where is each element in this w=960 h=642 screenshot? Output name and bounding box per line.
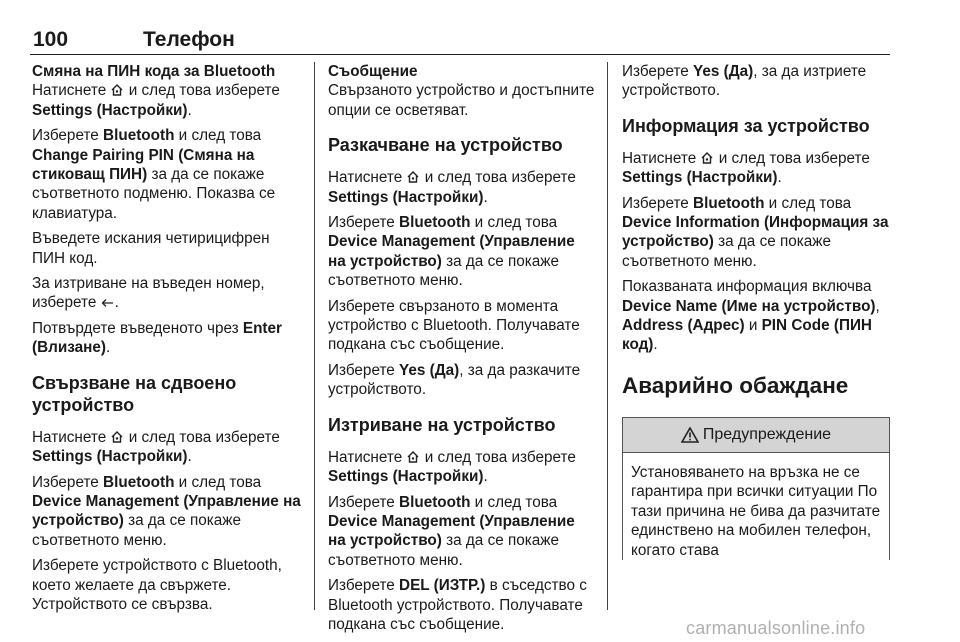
- paragraph: Изберете DEL (ИЗТР.) в съседство с Bluetooth устройството. Получавате подкана със съобщение.: [328, 577, 587, 633]
- chapter-heading-emergency: Аварийно обаждане: [622, 372, 849, 398]
- menu-term: Bluetooth: [103, 473, 175, 491]
- paragraph: Показваната информация включва Device Name (Име на устройство), Address (Адрес) и PIN Code (ПИН код).: [622, 278, 880, 354]
- section-heading-device-info: Информация за устройство: [622, 115, 870, 136]
- paragraph: Изберете Bluetooth и след това Device Management (Управление на устройство) за да се покаже съответното меню.: [328, 214, 575, 290]
- menu-term: Device Information (Информация за устройство): [622, 214, 889, 251]
- section-heading-disconnect: Разкачване на устройство: [328, 135, 563, 156]
- home-icon: [406, 450, 420, 464]
- section-heading-delete: Изтриване на устройство: [328, 414, 556, 435]
- menu-term: PIN Code (ПИН код): [622, 317, 872, 354]
- menu-term: Address (Адрес): [622, 317, 745, 335]
- page-header: [30, 28, 890, 55]
- menu-term: Device Name (Име на устройство): [622, 297, 876, 315]
- watermark: carmanualsonline.info: [686, 618, 866, 638]
- paragraph: Потвърдете въведеното чрез Enter (Влизане).: [32, 319, 282, 357]
- paragraph: Изберете свързаното в момента устройство с Bluetooth. Получавате подкана със съобщение.: [328, 297, 580, 354]
- menu-term: Enter (Влизане): [32, 319, 282, 357]
- home-icon: [110, 430, 124, 444]
- menu-term: Device Management (Управление на устройство): [32, 492, 301, 530]
- warning-header: [623, 418, 889, 453]
- home-icon: [406, 170, 420, 184]
- warning-title: Предупреждение: [702, 426, 832, 444]
- warning-box: [622, 417, 890, 560]
- paragraph: Натиснете и след това изберете Settings (Настройки).: [328, 448, 576, 486]
- paragraph: Изберете Bluetooth и след това Change Pairing PIN (Смяна на стиковащ ПИН) за да се покаже съответното подменю. Показва се клавиатура.: [32, 127, 276, 222]
- paragraph: Натиснете и след това изберете Settings (Настройки).: [328, 169, 576, 206]
- menu-term: Bluetooth: [399, 493, 471, 511]
- menu-term: Change Pairing PIN (Смяна на стиковащ ПИН): [32, 146, 255, 184]
- menu-term: Bluetooth: [103, 127, 175, 145]
- page-number: 100: [33, 28, 69, 51]
- paragraph: Изберете Bluetooth и след това Device Information (Информация за устройство) за да се покаже съответното меню.: [622, 194, 889, 270]
- menu-term: Device Management (Управление на устройство): [328, 233, 575, 270]
- home-icon: [700, 151, 714, 165]
- menu-term: Device Management (Управление на устройство): [328, 512, 575, 550]
- menu-term: Yes (Да): [399, 361, 460, 379]
- menu-term: Settings (Настройки): [328, 468, 484, 486]
- menu-term: Settings (Настройки): [32, 101, 188, 119]
- paragraph: Натиснете и след това изберете Settings (Настройки).: [32, 428, 280, 466]
- paragraph: Изберете устройството с Bluetooth, което желаете да свържете. Устройството се свързва.: [32, 557, 282, 613]
- paragraph: Натиснете и след това изберете Settings (Настройки).: [622, 149, 870, 187]
- column-1: [32, 62, 302, 620]
- paragraph: Натиснете и след това изберете Settings (Настройки).: [32, 82, 280, 119]
- section-heading-change-pin: Смяна на ПИН кода за Bluetooth: [32, 63, 276, 80]
- warning-triangle-icon: [681, 427, 699, 443]
- section-heading-connect: Свързване на сдвоено устройство: [32, 372, 237, 415]
- column-2: [328, 62, 596, 640]
- backspace-arrow-icon: [101, 297, 115, 309]
- column-divider: [607, 62, 608, 610]
- menu-term: Settings (Настройки): [32, 448, 188, 466]
- paragraph: Изберете Bluetooth и след това Device Management (Управление на устройство) за да се покаже съответното меню.: [328, 493, 575, 569]
- paragraph: Изберете Bluetooth и след това Device Management (Управление на устройство) за да се покаже съответното меню.: [32, 473, 301, 549]
- menu-term: Yes (Да): [693, 63, 754, 80]
- paragraph: Свързаното устройство и достъпните опции се осветяват.: [328, 82, 595, 119]
- warning-text: Установяването на връзка не се гарантира при всички ситуации По тази причина не бива да разчитате единствено на мобилен телефон, когато става: [631, 463, 881, 559]
- menu-term: Bluetooth: [399, 214, 471, 232]
- page-title: Телефон: [143, 28, 235, 51]
- column-divider: [314, 62, 315, 610]
- menu-term: DEL (ИЗТР.): [399, 577, 486, 595]
- menu-term: Bluetooth: [693, 194, 765, 212]
- paragraph: Изберете Yes (Да), за да изтриете устройството.: [622, 63, 867, 100]
- paragraph: За изтриване на въведен номер, изберете .: [32, 275, 265, 312]
- message-label: Съобщение: [328, 63, 418, 80]
- column-3: [622, 62, 890, 560]
- menu-term: Settings (Настройки): [328, 188, 484, 206]
- paragraph: Въведете искания четирицифрен ПИН код.: [32, 230, 270, 267]
- home-icon: [110, 83, 124, 97]
- paragraph: Изберете Yes (Да), за да разкачите устройството.: [328, 361, 581, 399]
- menu-term: Settings (Настройки): [622, 169, 778, 187]
